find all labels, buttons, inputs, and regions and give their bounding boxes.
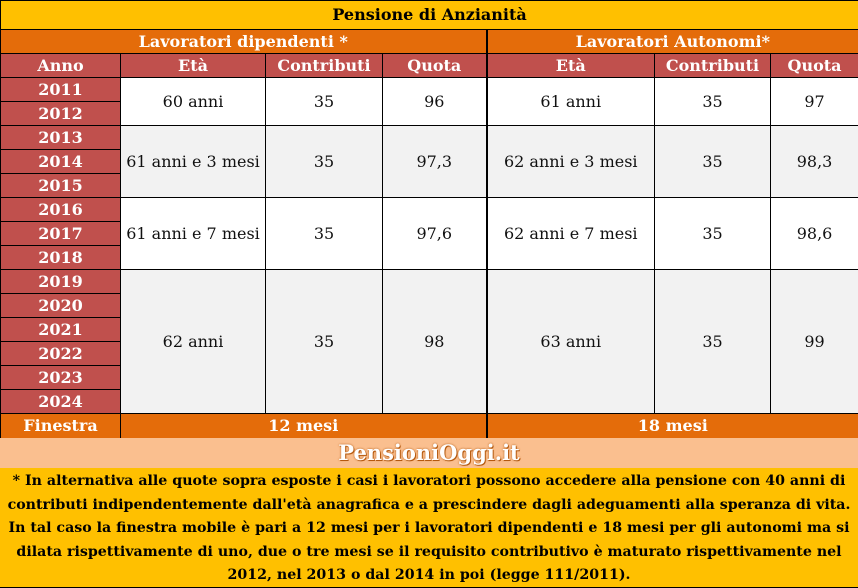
quota-dipendenti-cell: 98: [383, 270, 487, 414]
eta-autonomi-cell: 61 anni: [487, 78, 655, 126]
contributi-dipendenti-cell: 35: [266, 126, 383, 198]
quota-dipendenti-cell: 97,3: [383, 126, 487, 198]
column-header-contributi-dipendenti: Contributi: [266, 54, 383, 78]
quota-autonomi-cell: 98,3: [771, 126, 858, 198]
year-cell: 2015: [1, 174, 121, 198]
quota-autonomi-cell: 97: [771, 78, 858, 126]
column-header-eta-autonomi: Età: [487, 54, 655, 78]
year-cell: 2019: [1, 270, 121, 294]
contributi-autonomi-cell: 35: [655, 78, 771, 126]
year-cell: 2011: [1, 78, 121, 102]
finestra-dipendenti: 12 mesi: [121, 414, 487, 439]
year-cell: 2023: [1, 366, 121, 390]
year-cell: 2014: [1, 150, 121, 174]
year-cell: 2021: [1, 318, 121, 342]
eta-autonomi-cell: 62 anni e 3 mesi: [487, 126, 655, 198]
year-cell: 2024: [1, 390, 121, 414]
eta-autonomi-cell: 63 anni: [487, 270, 655, 414]
quota-autonomi-cell: 98,6: [771, 198, 858, 270]
quota-dipendenti-cell: 97,6: [383, 198, 487, 270]
year-cell: 2013: [1, 126, 121, 150]
column-header-eta-dipendenti: Età: [121, 54, 266, 78]
group-header-autonomi: Lavoratori Autonomi*: [487, 30, 858, 54]
year-cell: 2012: [1, 102, 121, 126]
finestra-autonomi: 18 mesi: [487, 414, 858, 439]
column-header-quota-autonomi: Quota: [771, 54, 858, 78]
contributi-dipendenti-cell: 35: [266, 78, 383, 126]
contributi-dipendenti-cell: 35: [266, 198, 383, 270]
year-cell: 2020: [1, 294, 121, 318]
year-cell: 2017: [1, 222, 121, 246]
eta-dipendenti-cell: 61 anni e 7 mesi: [121, 198, 266, 270]
contributi-autonomi-cell: 35: [655, 198, 771, 270]
quota-dipendenti-cell: 96: [383, 78, 487, 126]
contributi-dipendenti-cell: 35: [266, 270, 383, 414]
brand-banner: PensioniOggi.it: [0, 438, 858, 468]
footnote: * In alternativa alle quote sopra esposte i casi i lavoratori possono accedere alla pensione con 40 anni di contributi indipendentemente dall'età anagrafica e a prescindere dagli adeguamenti alla speranza di vita. In tal caso la finestra mobile è pari a 12 mesi per i lavoratori dipendenti e 18 mesi per gli autonomi ma si dilata rispettivamente di uno, due o tre mesi se il requisito contributivo è maturato rispettivamente nel 2012, nel 2013 o dal 2014 in poi (legge 111/2011).: [0, 468, 858, 587]
eta-autonomi-cell: 62 anni e 7 mesi: [487, 198, 655, 270]
eta-dipendenti-cell: 60 anni: [121, 78, 266, 126]
finestra-label: Finestra: [1, 414, 121, 439]
contributi-autonomi-cell: 35: [655, 126, 771, 198]
quota-autonomi-cell: 99: [771, 270, 858, 414]
contributi-autonomi-cell: 35: [655, 270, 771, 414]
column-header-quota-dipendenti: Quota: [383, 54, 487, 78]
column-header-anno: Anno: [1, 54, 121, 78]
eta-dipendenti-cell: 61 anni e 3 mesi: [121, 126, 266, 198]
table-title: Pensione di Anzianità: [1, 1, 858, 30]
eta-dipendenti-cell: 62 anni: [121, 270, 266, 414]
column-header-contributi-autonomi: Contributi: [655, 54, 771, 78]
year-cell: 2016: [1, 198, 121, 222]
year-cell: 2022: [1, 342, 121, 366]
year-cell: 2018: [1, 246, 121, 270]
group-header-dipendenti: Lavoratori dipendenti *: [1, 30, 487, 54]
